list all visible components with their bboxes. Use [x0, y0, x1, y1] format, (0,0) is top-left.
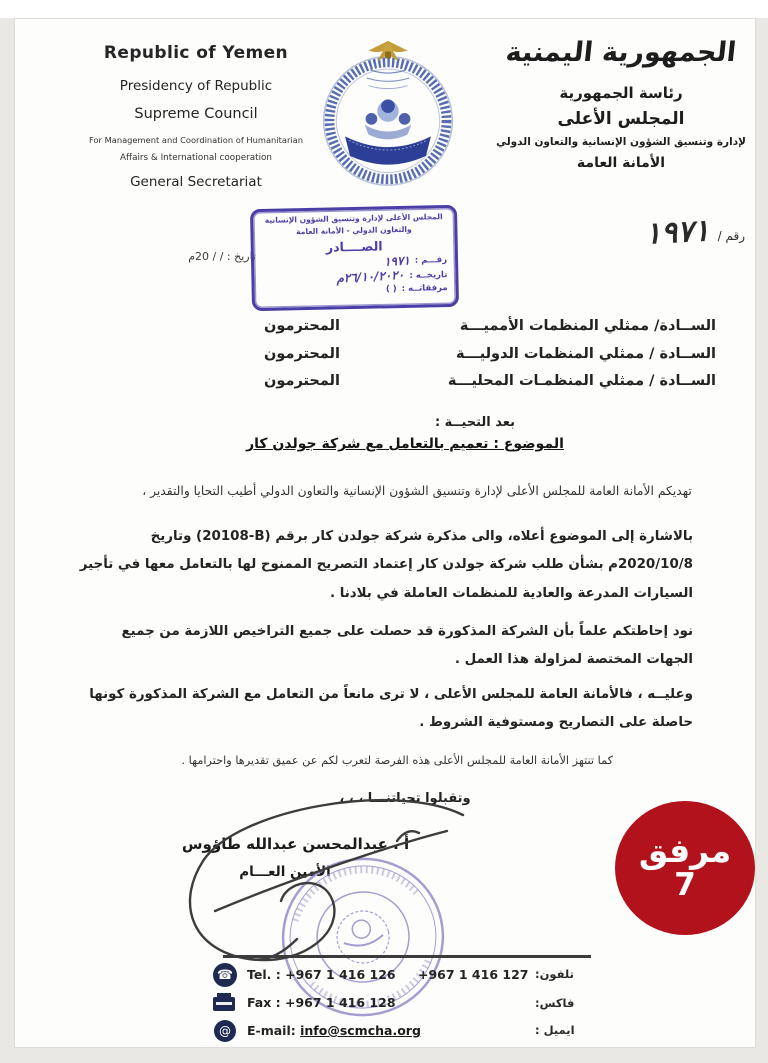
- registry-stamp: [250, 205, 459, 311]
- stamp-number-label: رقـــم :: [414, 254, 448, 266]
- secretariat-en: General Secretariat: [130, 174, 262, 190]
- handwritten-signature-graphic: [145, 789, 475, 989]
- council-en: Supreme Council: [134, 106, 258, 122]
- reference-number-value: ١٩٧١: [644, 213, 711, 252]
- presidency-en: Presidency of Republic: [119, 78, 273, 94]
- country-name-en: Republic of Yemen: [103, 43, 289, 63]
- recipients-block: [200, 318, 716, 401]
- stamp-org-line1: المجلس الأعلى لإدارة وتنسيق الشؤون الإنسانية: [264, 212, 443, 225]
- council-desc1-en: For Management and Coordination of Humanitarian: [88, 135, 304, 145]
- council-ar: المجلس الأعلى: [557, 109, 685, 129]
- footer-divider: [223, 955, 591, 958]
- email-label: E-mail:: [247, 1023, 296, 1038]
- footer-tel-label-ar: تلفون:: [535, 967, 574, 981]
- footer-email-row: [247, 1023, 421, 1038]
- tel-number-2: +967 1 416 127: [417, 967, 529, 982]
- council-emblem: [309, 35, 467, 195]
- attachment-badge: [615, 801, 755, 935]
- footer-fax-row: [247, 995, 396, 1010]
- recipient-honorific: المحترمون: [264, 345, 340, 362]
- phone-icon: [213, 963, 237, 987]
- fax-number: +967 1 416 128: [285, 995, 396, 1010]
- tel-label: Tel. :: [247, 967, 281, 982]
- presidency-ar: رئاسة الجمهورية: [559, 84, 683, 102]
- fax-icon: [213, 993, 235, 1011]
- date-blank-line: تاريخ : / / 20م: [188, 250, 256, 263]
- footer-tel-row: [247, 967, 528, 982]
- fax-label: Fax :: [247, 995, 281, 1010]
- farewell-line: وتقبلوا تحياتنـــا ، ، ،: [339, 791, 471, 806]
- stamp-org-line2: والتعاون الدولي - الأمانة العامة: [296, 224, 412, 236]
- council-desc-ar: لإدارة وتنسيق الشؤون الإنسانية والتعاون الدولي: [496, 136, 746, 148]
- footer-email-label-ar: ايميل :: [535, 1023, 575, 1037]
- footer-fax-label-ar: فاكس:: [535, 996, 575, 1010]
- letterhead-english: [57, 43, 335, 190]
- stamp-attachments-label: مرفقاتــه :: [401, 282, 448, 294]
- body-paragraph-1: بالاشارة إلى الموضوع أعلاه، والى مذكرة شركة جولدن كار برقم (‎20108-B‎) وتاريخ 2020/10/8م بشأن طلب شركة جولدن كار إعتماد التصريح الممنوح لها بالتعامل معها في تأجير السيارات المدرعة والعادية للمنظمات العاملة في بلادنا .: [79, 529, 693, 601]
- body-paragraph-3: وعليــه ، فالأمانة العامة للمجلس الأعلى ، لا ترى مانعاً من التعامل مع الشركة المذكورة كونها حاصلة على التصاريح ومستوفية الشروط .: [89, 687, 693, 731]
- tel-number-1: +967 1 416 126: [285, 967, 396, 982]
- council-desc2-en: Affairs & International cooperation: [120, 153, 272, 163]
- recipient-row: [200, 346, 716, 362]
- handwritten-signature: [145, 789, 475, 993]
- recipient-name: الســادة / ممثلي المنظمـات المحليـــة: [447, 373, 716, 389]
- after-greeting: بعد التحيــة :: [434, 415, 516, 430]
- subject-line: الموضوع : تعميم بالتعامل مع شركة جولدن كار: [246, 436, 564, 452]
- closing-line: كما تنتهز الأمانة العامة للمجلس الأعلى هذه الفرصة لتعرب لكم عن عميق تقديرها واحترامها .: [181, 754, 613, 767]
- recipient-row: [200, 373, 716, 389]
- scan-top-margin: [0, 0, 768, 18]
- salutation-line: تهديكم الأمانة العامة للمجلس الأعلى لإدارة وتنسيق الشؤون الإنسانية والتعاون الدولي أطيب التحايا والتقدير ،: [142, 484, 692, 498]
- secretariat-ar: الأمانة العامة: [576, 155, 666, 171]
- signatory-name: أ . عبدالمحسن عبدالله طاؤوس: [181, 835, 410, 853]
- letterhead-arabic: [483, 37, 759, 171]
- reference-number-label: رقم /: [717, 229, 745, 243]
- signatory-title: الأمين العـــام: [239, 864, 331, 880]
- reference-number-line: [555, 215, 745, 250]
- stamp-date-label: تاريخــه :: [409, 269, 448, 281]
- attachment-badge-label: مرفق: [638, 831, 732, 871]
- recipient-row: [200, 318, 716, 334]
- stamp-attachments-value: ( ): [385, 283, 397, 294]
- recipient-name: الســادة / ممثلي المنظمات الدوليـــة: [456, 345, 716, 362]
- stamp-date-value: ٢٦/١٠/٢٠٢٠م: [336, 267, 405, 286]
- recipient-name: الســادة/ ممثلي المنظمات الأمميـــة: [459, 318, 716, 334]
- email-address-link[interactable]: info@scmcha.org: [300, 1023, 421, 1038]
- recipient-honorific: المحترمون: [264, 373, 340, 389]
- stamp-number-value: ١٩٧١: [383, 252, 411, 269]
- email-glyph: @: [219, 1024, 231, 1038]
- attachment-badge-number: 7: [674, 867, 696, 904]
- document-page: [14, 18, 756, 1048]
- stamp-title: الصــــادر: [325, 237, 383, 255]
- country-name-ar: الجمهورية اليمنية: [504, 37, 738, 68]
- body-paragraph-2: نود إحاطتكم علماً بأن الشركة المذكورة قد حصلت على جميع التراخيص اللازمة من جميع الجهات المختصة لمزاولة هذا العمل .: [121, 624, 693, 668]
- email-icon: [214, 1020, 236, 1042]
- council-emblem-graphic: [309, 35, 467, 191]
- recipient-honorific: المحترمون: [264, 318, 340, 334]
- phone-glyph: ☎: [216, 967, 234, 983]
